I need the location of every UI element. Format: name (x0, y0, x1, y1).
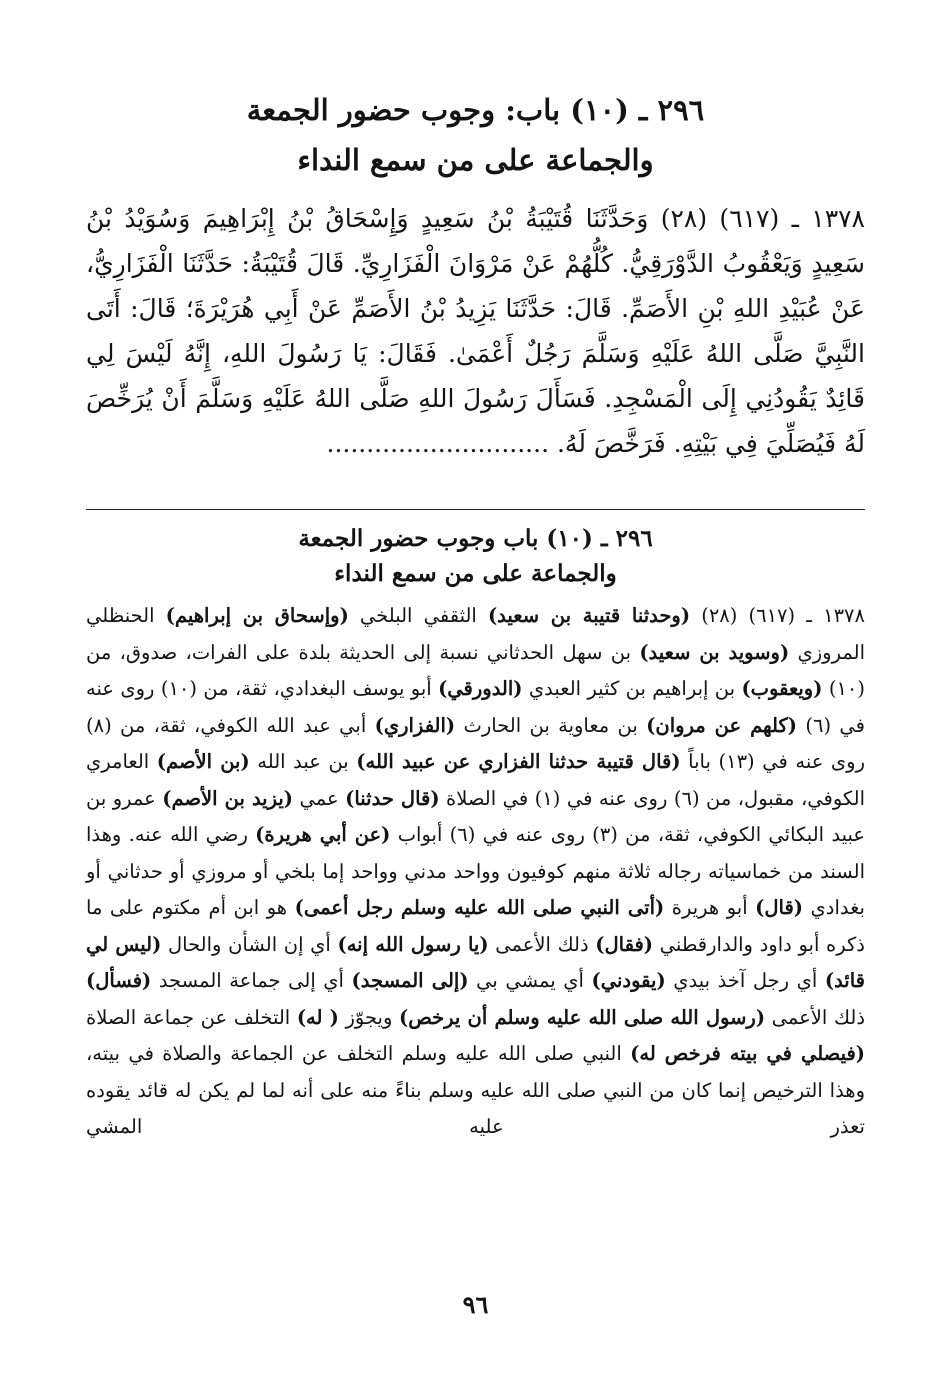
hadith-text-block (86, 196, 865, 466)
chapter-title-line2: والجماعة على من سمع النداء (297, 143, 654, 177)
commentary-quote: (إلى المسجد) (351, 969, 469, 992)
commentary-text: بن عبد الله (249, 750, 357, 773)
commentary-quote: (ليس لي قائد) (86, 932, 865, 992)
commentary-text: الثقفي البلخي (348, 604, 488, 627)
commentary-quote: (وإسحاق بن إبراهيم) (165, 604, 349, 627)
commentary-quote: (الدورقي) (438, 677, 523, 700)
commentary-text: التخلف عن جماعة الصلاة (86, 1005, 297, 1029)
commentary-text-block (86, 598, 865, 1146)
commentary-quote: (قال حدثنا) (345, 786, 440, 810)
commentary-text: هو ابن أم مكتوم على ما ذكره أبو داود والدارقطني (86, 896, 865, 956)
commentary-quote: (يقودني) (591, 969, 666, 992)
chapter-title-line1: ٢٩٦ ـ (١٠) باب: وجوب حضور الجمعة (246, 93, 705, 127)
commentary-text: النبي صلى الله عليه وسلم التخلف عن الجماعة والصلاة في بيته، وهذا الترخيص إنما كان من النبي صلى الله عليه وسلم بناءً منه على أنه لما لم يكن له قائد يقوده تعذر عليه المشي (86, 1042, 865, 1138)
commentary-text: الحنظلي المروزي (86, 604, 865, 664)
commentary-text: عمرو بن عبيد البكائي الكوفي، ثقة، من (٣) روى عنه في (٦) أبواب (86, 786, 865, 846)
commentary-text: أي إن الشأن والحال (161, 932, 338, 956)
commentary-text: ويجوّز (338, 1005, 399, 1029)
commentary-text: بن سهل الحدثاني نسبة إلى الحديثة بلدة على الفرات، صدوق، من (١٠) (86, 640, 865, 700)
commentary-quote: (ويعقوب) (741, 677, 823, 700)
commentary-text: أي رجل آخذ بيدي (665, 969, 825, 992)
commentary-quote: ( له) (296, 1005, 339, 1029)
page-number: ٩٦ (462, 1290, 489, 1319)
commentary-text: أبي عبد الله الكوفي، ثقة، من (٨) روى عنه في (١٣) باباً (86, 713, 866, 773)
commentary-text: أبو يوسف البغدادي، ثقة، من (١٠) روى عنه في (٦) (86, 677, 865, 737)
commentary-quote: (فيصلي في بيته فرخص له) (630, 1042, 866, 1065)
commentary-text: أي يمشي بي (468, 969, 592, 992)
commentary-quote: (قال قتيبة حدثنا الفزاري عن عبيد الله) (356, 750, 681, 773)
commentary-text: عمي (293, 786, 346, 810)
hadith-text: ١٣٧٨ ـ (٦١٧) (٢٨) وَحَدَّثَنَا قُتَيْبَةُ بْنُ سَعِيدٍ وَإِسْحَاقُ بْنُ إِبْرَاهِيمَ وَسُوَيْدُ بْنُ سَعِيدٍ وَيَعْقُوبُ الدَّوْرَقِيُّ. كُلُّهُمْ عَنْ مَرْوَانَ الْفَزَارِيِّ. قَالَ قُتَيْبَةُ: حَدَّثَنَا الْفَزَارِيُّ، عَنْ عُبَيْدِ اللهِ بْنِ الأَصَمِّ. قَالَ: حَدَّثَنَا يَزِيدُ بْنُ الأَصَمِّ عَنْ أَبِي هُرَيْرَةَ؛ قَالَ: أَتَى النَّبِيَّ صَلَّى اللهُ عَلَيْهِ وَسَلَّمَ رَجُلٌ أَعْمَىٰ. فَقَالَ: يَا رَسُولَ اللهِ، إِنَّهُ لَيْسَ لِي قَائِدٌ يَقُودُنِي إِلَى الْمَسْجِدِ. فَسَأَلَ رَسُولَ اللهِ صَلَّى اللهُ عَلَيْهِ وَسَلَّمَ أَنْ يُرَخِّصَ لَهُ فَيُصَلِّيَ فِي بَيْتِهِ. فَرَخَّصَ لَهُ. (86, 204, 865, 458)
dotted-filler: ............................ (326, 429, 550, 458)
commentary-text: بن إبراهيم بن كثير العبدي (522, 677, 742, 700)
commentary-text: ١٣٧٨ ـ (٦١٧) (٢٨) (690, 604, 865, 627)
commentary-quote: (عن أبي هريرة) (255, 823, 391, 846)
commentary-text: أي إلى جماعة المسجد (151, 969, 352, 992)
commentary-quote: (قال) (755, 896, 804, 919)
commentary-quote: (فقال) (595, 932, 654, 956)
commentary-quote: (وسويد بن سعيد) (639, 640, 790, 664)
commentary-quote: (أتى النبي صلى الله عليه وسلم رجل أعمى) (294, 896, 665, 919)
commentary-text: العامري الكوفي، مقبول، من (٦) روى عنه في (١) في الصلاة (86, 750, 866, 810)
commentary-quote: (فسأل) (86, 969, 152, 992)
commentary-quote: (كلهم عن مروان) (646, 713, 798, 737)
commentary-quote: (الفزاري) (374, 713, 456, 737)
commentary-quote: (بن الأصم) (156, 750, 250, 773)
commentary-text: رضي الله عنه. وهذا السند من خماسياته رجاله ثلاثة منهم كوفيون وواحد مدني وواحد إما بلخي أو مروزي أو حدثاني أو بغدادي (86, 823, 865, 919)
commentary-title-line2: والجماعة على من سمع النداء (334, 560, 617, 587)
commentary-quote: (يا رسول الله إنه) (337, 932, 489, 956)
commentary-text: ذلك الأعمى (488, 932, 596, 956)
commentary-quote: (يزيد بن الأصم) (162, 786, 294, 810)
commentary-quote: (وحدثنا قتيبة بن سعيد) (487, 604, 691, 627)
commentary-title-line1: ٢٩٦ ـ (١٠) باب وجوب حضور الجمعة (298, 525, 653, 552)
section-divider (86, 509, 865, 510)
commentary-text: ذلك الأعمى (765, 1005, 865, 1029)
commentary-text: أبو هريرة (664, 896, 756, 919)
commentary-text: بن معاوية بن الحارث (455, 713, 647, 737)
commentary-quote: (رسول الله صلى الله عليه وسلم أن يرخص) (399, 1005, 766, 1029)
